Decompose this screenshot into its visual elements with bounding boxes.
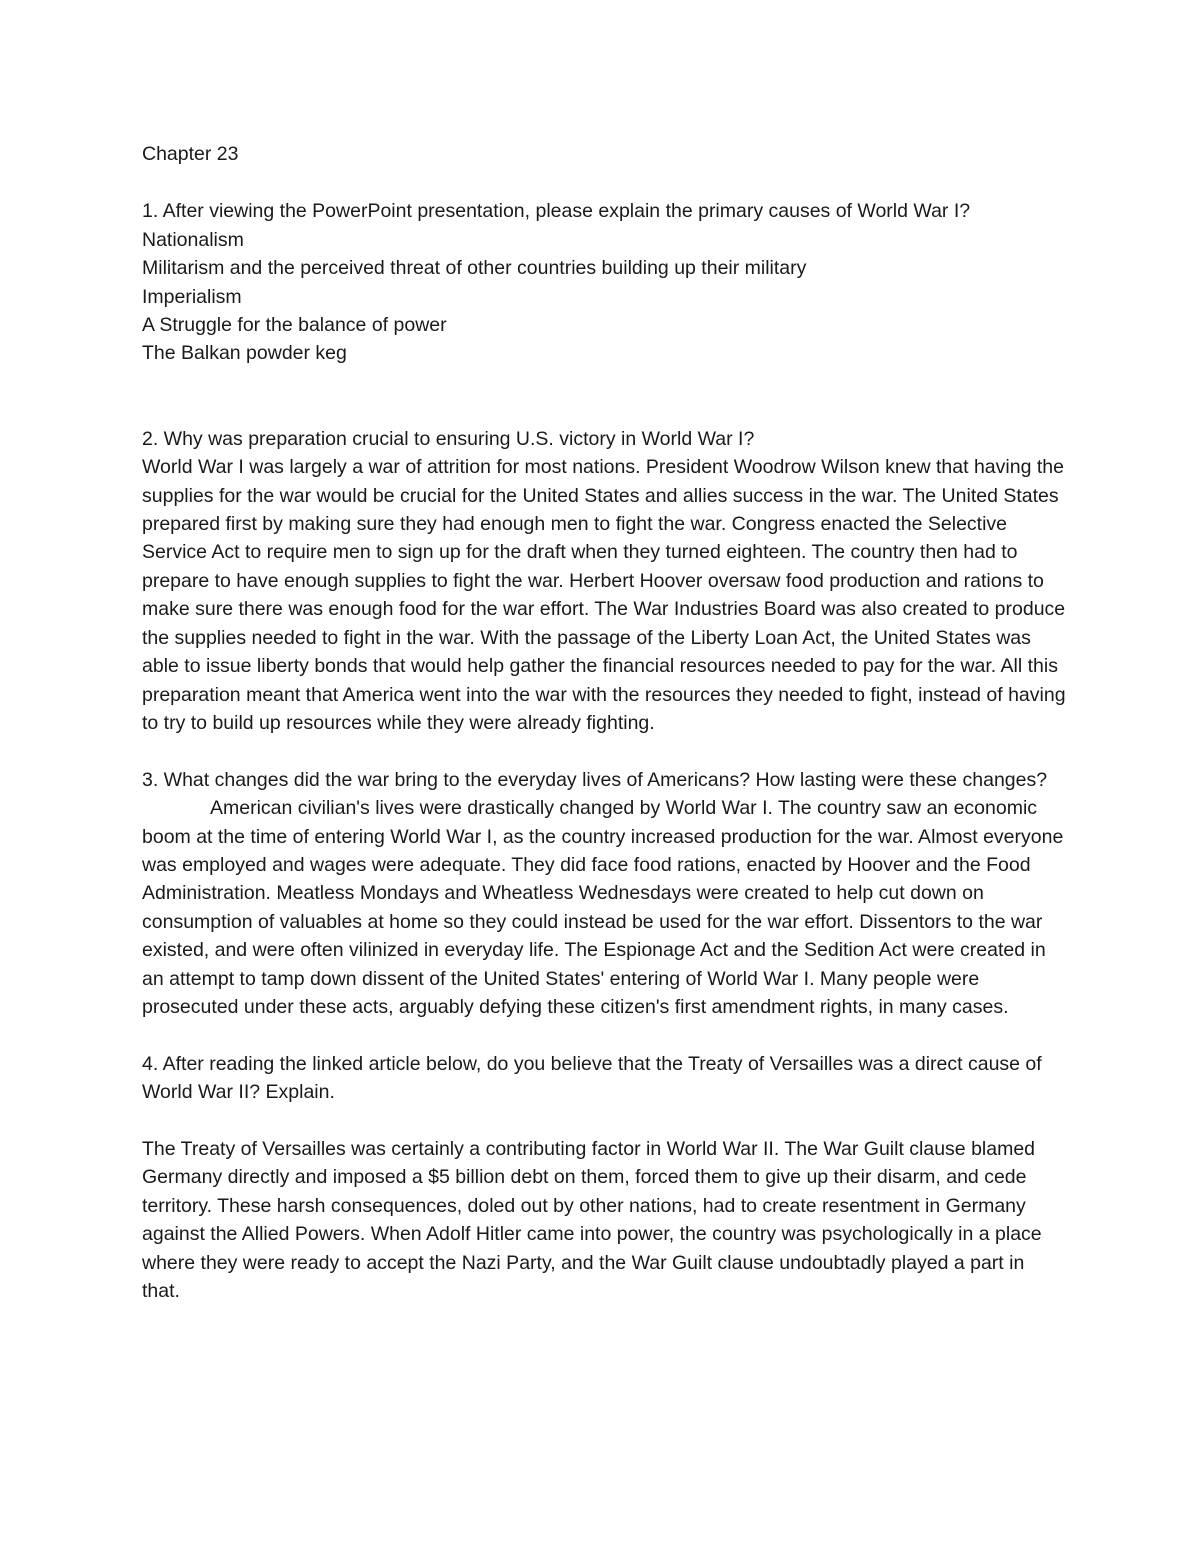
question-3-section xyxy=(142,766,1067,1022)
question-1-answer-list xyxy=(142,226,1067,368)
question-2: 2. Why was preparation crucial to ensuring U.S. victory in World War I? xyxy=(142,427,755,450)
answer-item-militarism: Militarism and the perceived threat of other countries building up their military xyxy=(142,257,807,280)
answer-item-imperialism: Imperialism xyxy=(142,285,242,308)
question-3: 3. What changes did the war bring to the everyday lives of Americans? How lasting were these changes? xyxy=(142,768,1048,791)
answer-item-balkan-powder-keg: The Balkan powder keg xyxy=(142,342,347,365)
question-2-answer: World War I was largely a war of attrition for most nations. President Woodrow Wilson knew that having the supplies for the war would be crucial for the United States and allies success in the war. The United States prepared first by making sure they had enough men to fight the war. Congress enacted the Selective Service Act to require men to sign up for the draft when they turned eighteen. The country then had to prepare to have enough supplies to fight the war. Herbert Hoover oversaw food production and rations to make sure there was enough food for the war effort. The War Industries Board was also created to produce the supplies needed to fight in the war. With the passage of the Liberty Loan Act, the United States was able to issue liberty bonds that would help gather the financial resources needed to pay for the war. All this preparation meant that America went into the war with the resources they needed to fight, instead of having to try to build up resources while they were already fighting. xyxy=(142,456,1066,734)
answer-item-nationalism: Nationalism xyxy=(142,228,244,251)
spacer xyxy=(142,368,1067,425)
document-title: Chapter 23 xyxy=(142,143,239,165)
question-1-section xyxy=(142,197,1067,367)
spacer xyxy=(142,737,1067,765)
question-4: 4. After reading the linked article below, do you believe that the Treaty of Versailles was a direct cause of World War II? Explain. xyxy=(142,1052,1042,1104)
spacer xyxy=(142,1107,1067,1135)
question-4-section xyxy=(142,1050,1067,1306)
document-body xyxy=(142,140,1067,1305)
question-2-section xyxy=(142,425,1067,737)
question-3-answer: American civilian's lives were drastically changed by World War I. The country saw an economic boom at the time of entering World War I, as the country increased production for the war. Almost everyone was employed and wages were adequate. They did face food rations, enacted by Hoover and the Food Administration. Meatless Mondays and Wheatless Wednesdays were created to help cut down on consumption of valuables at home so they could instead be used for the war effort. Dissentors to the war existed, and were often vilinized in everyday life. The Espionage Act and the Sedition Act were created in an attempt to tamp down dissent of the United States' entering of World War I. Many people were prosecuted under these acts, arguably defying these citizen's first amendment rights, in many cases. xyxy=(142,797,1064,1018)
spacer xyxy=(142,1021,1067,1049)
answer-item-balance-of-power: A Struggle for the balance of power xyxy=(142,314,447,337)
question-1: 1. After viewing the PowerPoint presentation, please explain the primary causes of World War I? xyxy=(142,200,971,223)
question-4-answer: The Treaty of Versailles was certainly a contributing factor in World War II. The War Guilt clause blamed Germany directly and imposed a $5 billion debt on them, forced them to give up their disarm, and cede territory. These harsh consequences, doled out by other nations, had to create resentment in Germany against the Allied Powers. When Adolf Hitler came into power, the country was psychologically in a place where they were ready to accept the Nazi Party, and the War Guilt clause undoubtadly played a part in that. xyxy=(142,1137,1042,1302)
